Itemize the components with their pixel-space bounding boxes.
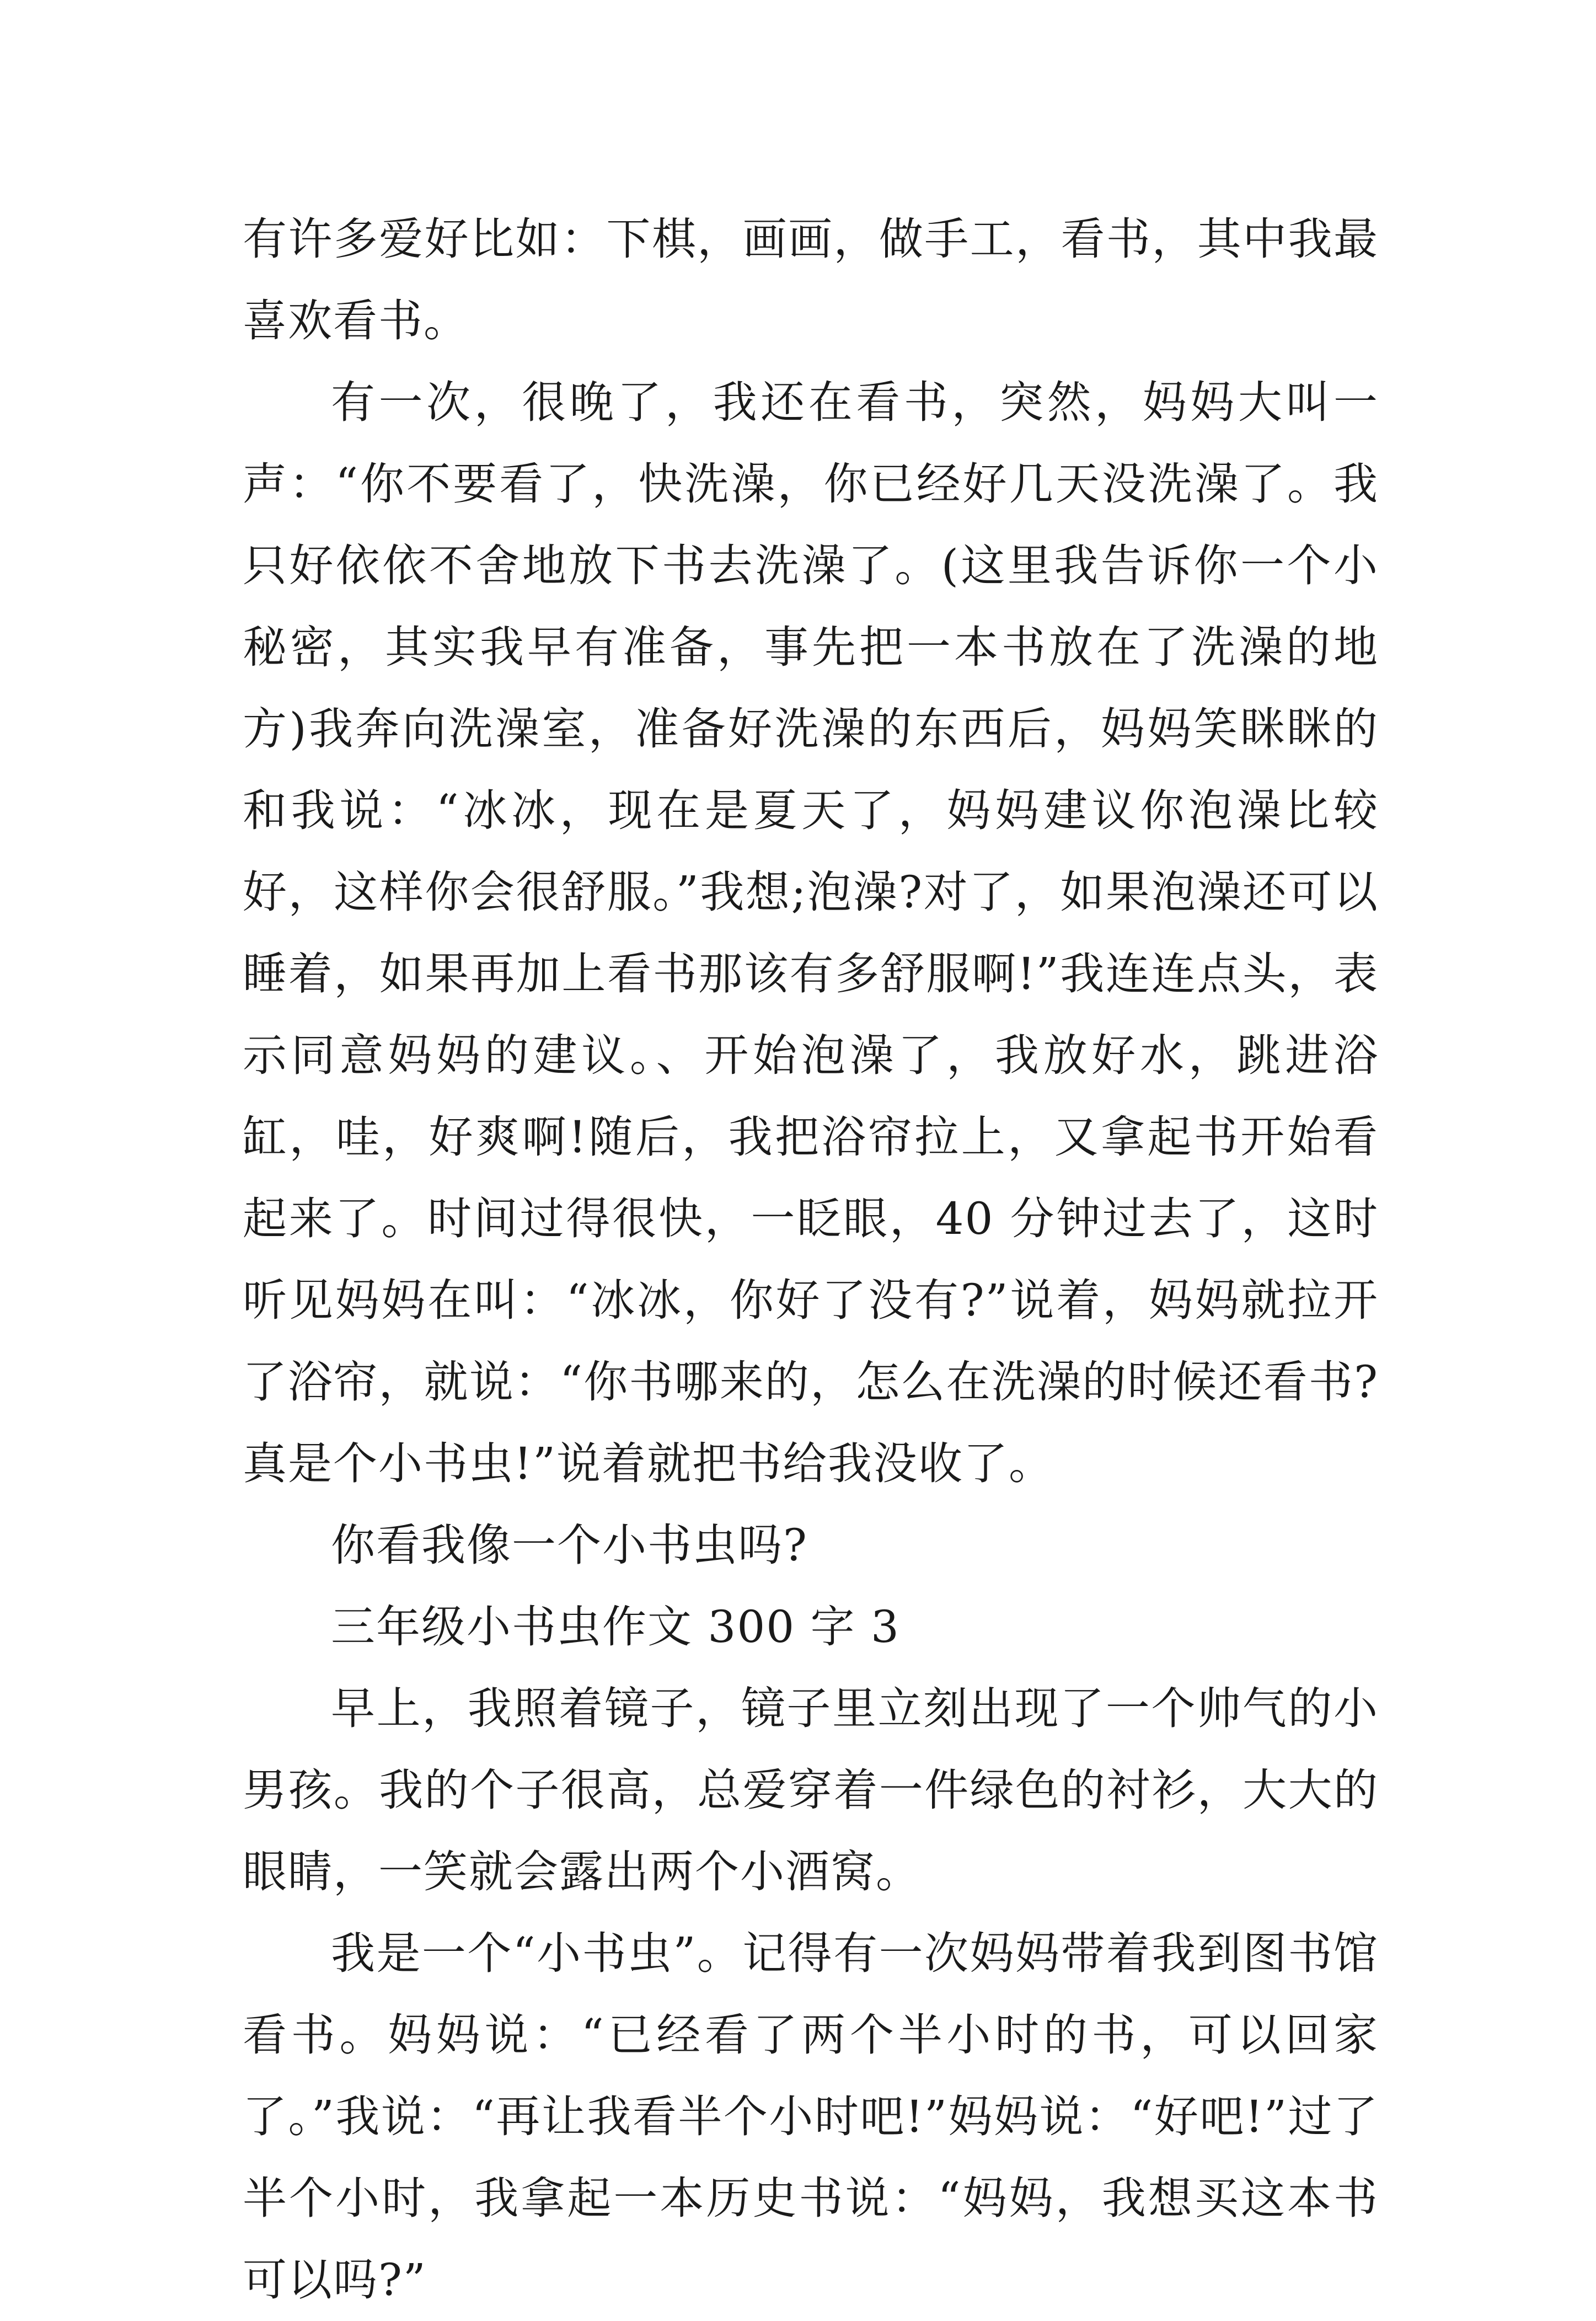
section-heading: 三年级小书虫作文 300 字 3 xyxy=(331,1601,900,1652)
paragraph-2: 有一次，很晚了，我还在看书，突然，妈妈大叫一声：“你不要看了，快洗澡，你已经好几天没洗澡了。我只好依依不舍地放下书去洗澡了。(这里我告诉你一个小秘密，其实我早有准备，事先把一本书放在了洗澡的地方)我奔向洗澡室，准备好洗澡的东西后，妈妈笑眯眯的和我说：“冰冰，现在是夏天了，妈妈建议你泡澡比较好，这样你会很舒服。”我想;泡澡?对了，如果泡澡还可以睡着，如果再加上看书那该有多舒服啊!”我连连点头，表示同意妈妈的建议。、开始泡澡了，我放好水，跳进浴缸，哇，好爽啊!随后，我把浴帘拉上，又拿起书开始看起来了。时间过得很快，一眨眼，40 分钟过去了，这时听见妈妈在叫：“冰冰，你好了没有?”说着，妈妈就拉开了浴帘，就说：“你书哪来的，怎么在洗澡的时候还看书?真是个小书虫!”说着就把书给我没收了。 xyxy=(243,377,1379,1489)
paragraph-5: 我是一个“小书虫”。记得有一次妈妈带着我到图书馆看书。妈妈说：“已经看了两个半小时的书，可以回家了。”我说：“再让我看半个小时吧!”妈妈说：“好吧!”过了半个小时，我拿起一本历史书说：“妈妈，我想买这本书可以吗?” xyxy=(243,1928,1379,2306)
paragraph-3: 你看我像一个小书虫吗? xyxy=(331,1520,808,1571)
paragraph-4: 早上，我照着镜子，镜子里立刻出现了一个帅气的小男孩。我的个子很高，总爱穿着一件绿色的衬衫，大大的眼睛，一笑就会露出两个小酒窝。 xyxy=(243,1683,1379,1897)
paragraph-1: 有许多爱好比如：下棋，画画，做手工，看书，其中我最喜欢看书。 xyxy=(243,213,1379,346)
document-body xyxy=(243,199,1379,2321)
